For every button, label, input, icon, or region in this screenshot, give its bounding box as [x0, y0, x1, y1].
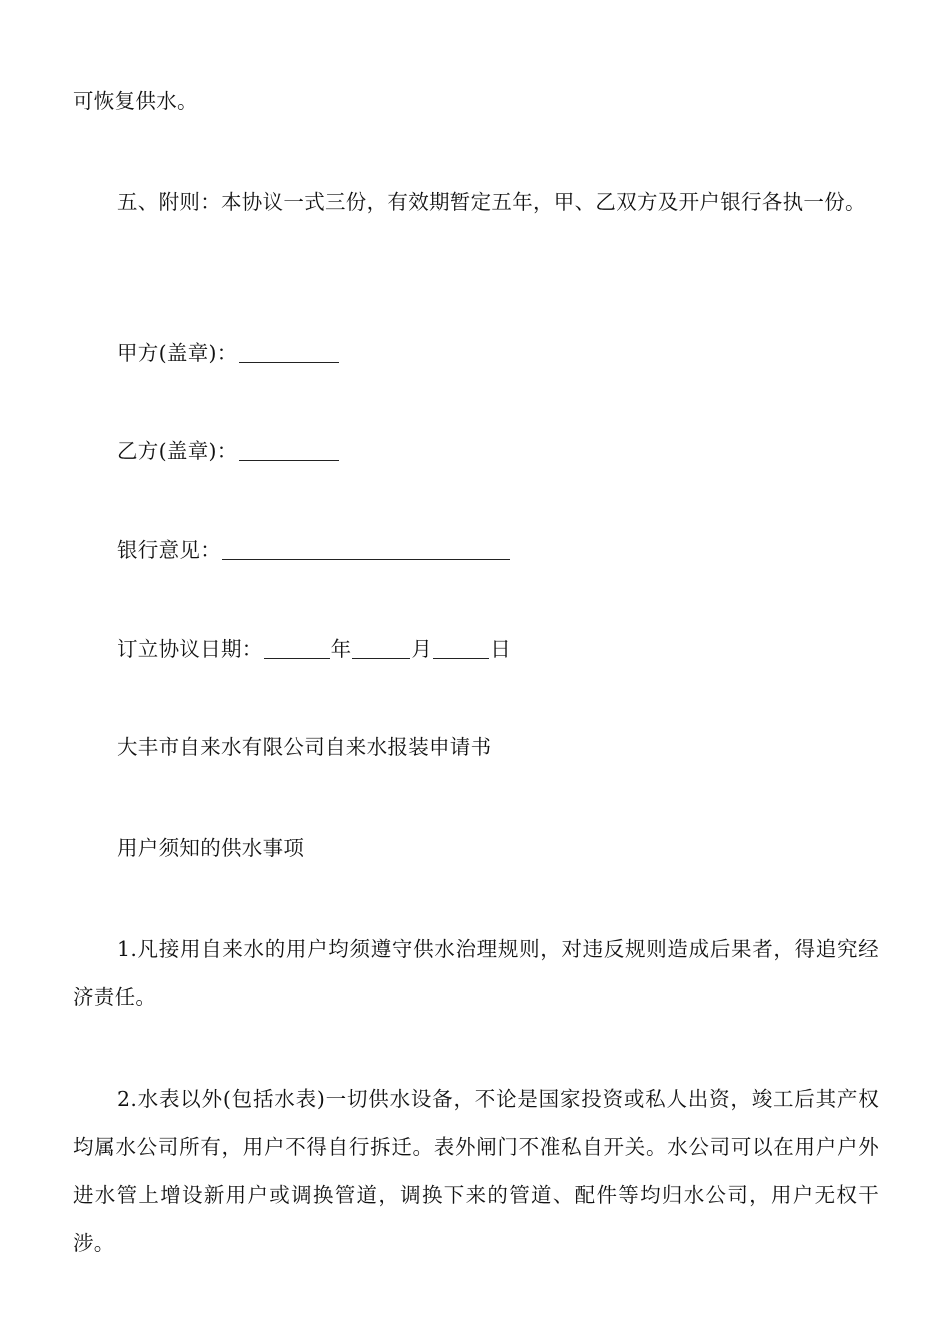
date-day-label: 日	[490, 637, 512, 661]
notice-item-2: 2.水表以外(包括水表)一切供水设备，不论是国家投资或私人出资，竣工后其产权均属水公司所有，用户不得自行拆迁。表外闸门不准私自开关。水公司可以在用户户外进水管上增设新用户或调换管道，调换下来的管道、配件等均归水公司，用户无权干涉。	[73, 1087, 879, 1255]
party-a-seal-line	[73, 329, 879, 377]
party-a-blank	[239, 340, 339, 363]
date-month-blank	[352, 636, 410, 659]
paragraph-restore-supply	[73, 77, 879, 125]
date-year-blank	[264, 636, 330, 659]
bank-opinion-blank	[222, 537, 510, 560]
party-b-label: 乙方(盖章)：	[117, 439, 238, 463]
party-b-blank	[239, 438, 339, 461]
notice-item-1: 1.凡接用自来水的用户均须遵守供水治理规则，对违反规则造成后果者，得追究经济责任。	[73, 937, 879, 1009]
paragraph-restore-text: 可恢复供水。	[73, 89, 198, 113]
application-title: 大丰市自来水有限公司自来水报装申请书	[117, 735, 492, 759]
date-day-blank	[433, 636, 489, 659]
party-b-seal-line	[73, 427, 879, 475]
agreement-date-label: 订立协议日期：	[117, 637, 263, 661]
bank-opinion-label: 银行意见：	[117, 538, 221, 562]
date-year-label: 年	[330, 637, 352, 661]
date-month-label: 月	[411, 637, 433, 661]
paragraph-appendix: 五、附则：本协议一式三份，有效期暂定五年，甲、乙双方及开户银行各执一份。	[117, 190, 866, 214]
notice-heading: 用户须知的供水事项	[117, 836, 305, 860]
bank-opinion-line	[73, 526, 879, 574]
party-a-label: 甲方(盖章)：	[117, 341, 238, 365]
agreement-date-line	[73, 625, 879, 673]
